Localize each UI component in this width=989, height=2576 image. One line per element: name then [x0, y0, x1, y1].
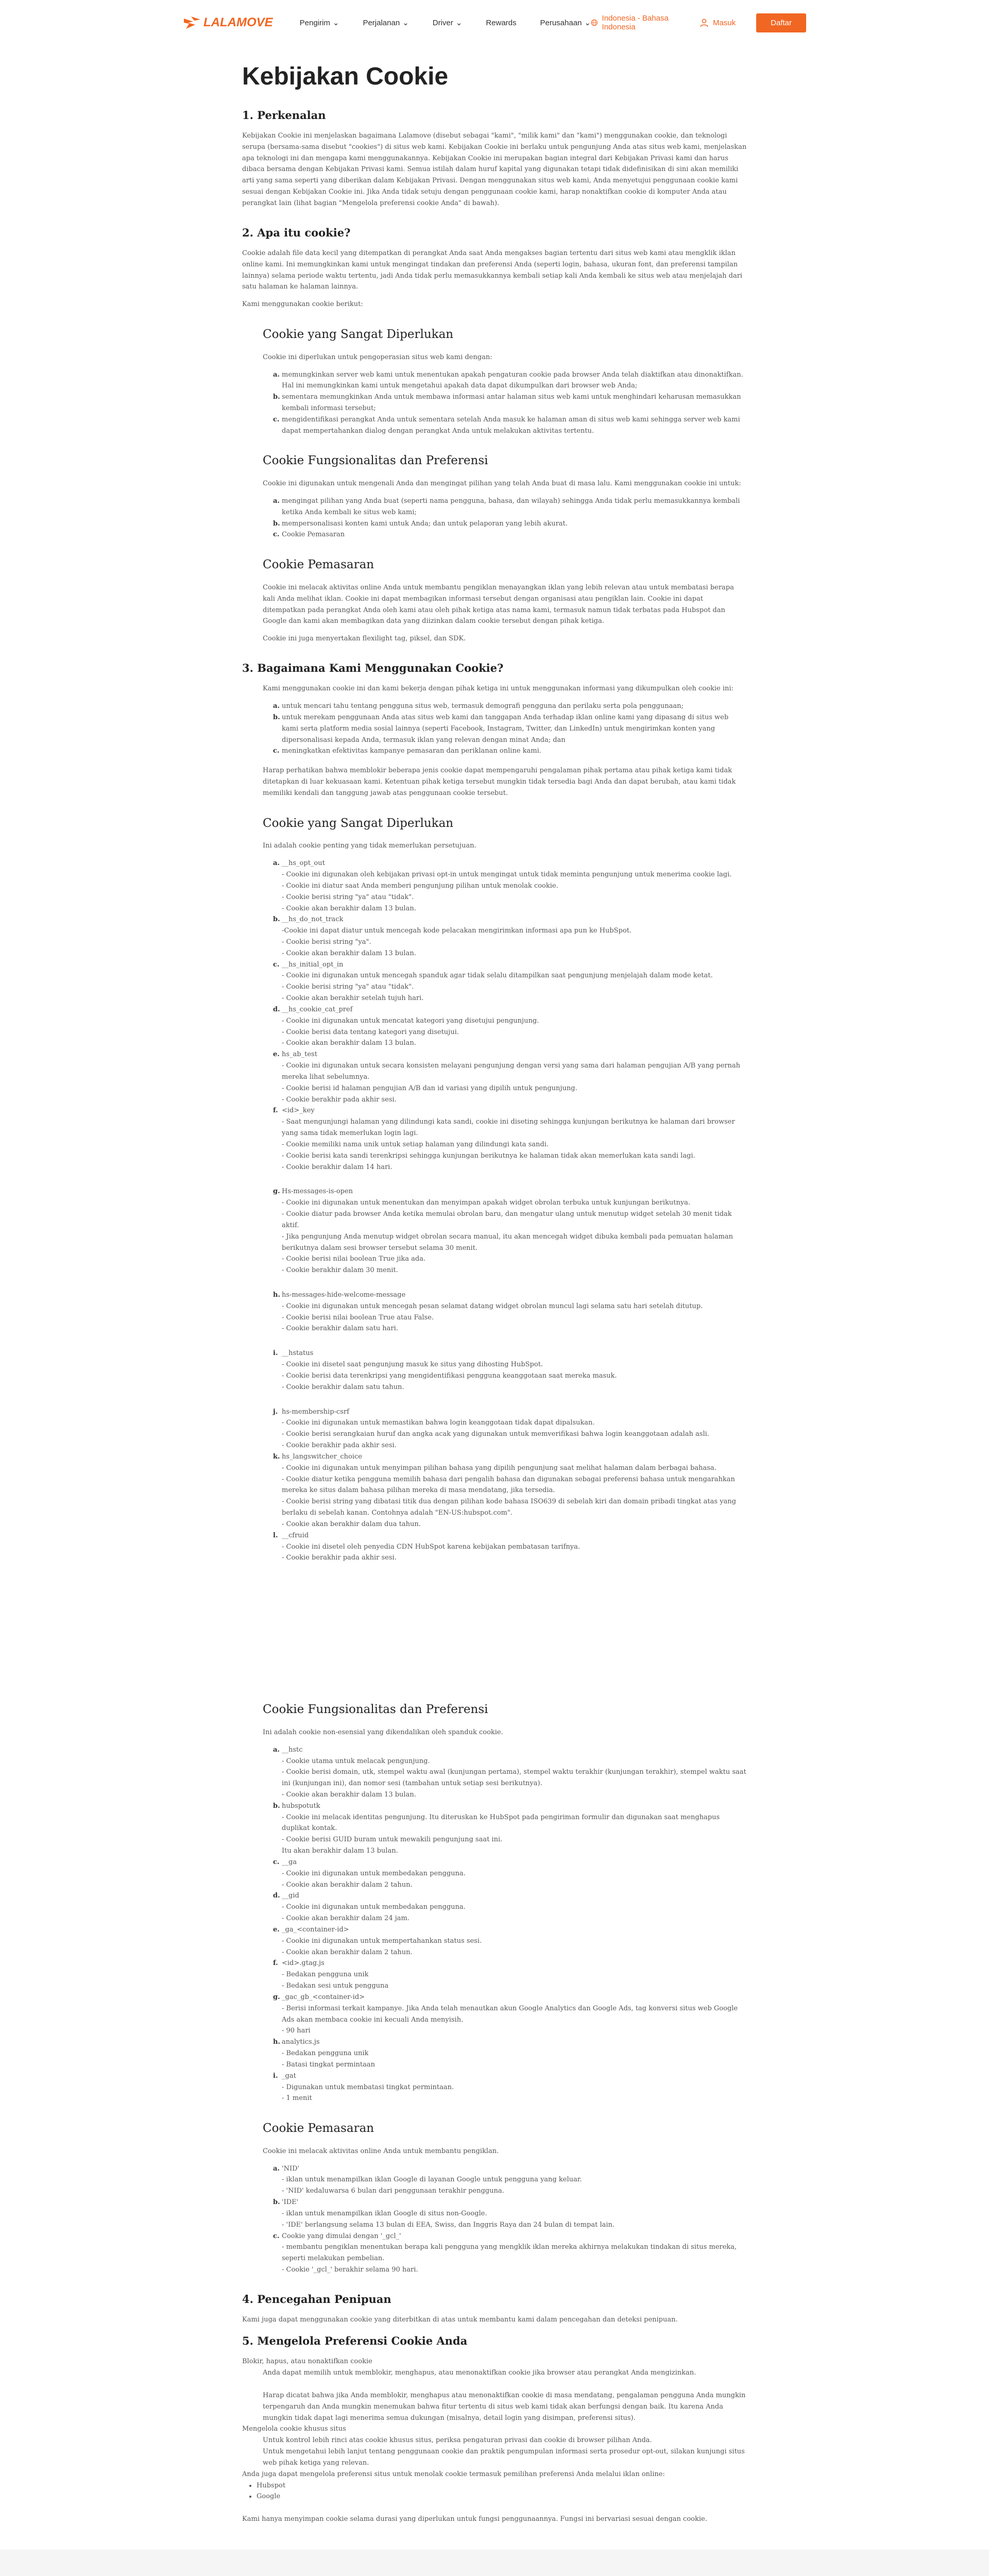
list-item: [275, 1744, 747, 1801]
list-item: [275, 1105, 747, 1173]
cookie-detail: - Cookie ini digunakan untuk membedakan pengguna.: [282, 1869, 466, 1877]
list-item: • Google: [257, 2491, 747, 2502]
cookie-detail: - Cookie ini digunakan untuk memastikan bahwa login keanggotaan tidak dapat dipalsukan.: [282, 1419, 595, 1427]
cookie-detail: - Cookie akan berakhir dalam 13 bulan.: [282, 949, 416, 957]
paragraph: Harap perhatikan bahwa memblokir beberapa jenis cookie dapat mempengaruhi pengalaman pihak pertama atau pihak ketiga kami tidak ditetapkan di luar kekuasaan kami. Ketentuan pihak ketiga tersebut mungkin tidak tersedia bagi Anda dan dapat berubah, atau kami tidak memiliki kendali dan tanggung jawab atas penggunaan cookie tersebut.: [263, 767, 736, 797]
list-item: [275, 1857, 747, 1890]
cookie-detail: - Cookie berisi string "ya" atau "tidak".: [282, 893, 414, 901]
cookie-detail: - 90 hari: [282, 2027, 311, 2035]
top-navbar: [0, 0, 989, 45]
list-item: [275, 914, 747, 959]
cookie-detail: - Cookie berisi data terenkripsi yang mengidentifikasi pengguna keanggotaan saat mereka masuk.: [282, 1371, 617, 1380]
list-item: [275, 1406, 747, 1451]
language-label: Indonesia - Bahasa Indonesia: [602, 14, 669, 31]
subsection: [242, 683, 747, 2276]
list-item: [275, 1348, 747, 1393]
subsection-heading: Cookie Fungsionalitas dan Preferensi: [263, 454, 488, 468]
list-item: [275, 745, 747, 757]
language-switcher[interactable]: [591, 14, 679, 31]
list-marker: e.: [273, 1050, 280, 1059]
list-marker: b.: [273, 393, 280, 401]
cookie-detail: - Cookie '_gcl_' berakhir selama 90 hari.: [282, 2266, 418, 2274]
cookie-detail: - Cookie diatur ketika pengguna memilih bahasa dari pengalih bahasa dan digunakan sebagai preferensi bahasa untuk mengarahkan mereka ke situs dalam bahasa pilihan mereka di masa mendatang, jika tersedia.: [282, 1475, 735, 1495]
cookie-detail: - Cookie ini disetel saat pengunjung masuk ke situs yang dihosting HubSpot.: [282, 1361, 543, 1369]
paragraph: Kami juga dapat menggunakan cookie yang diterbitkan di atas untuk membantu kami dalam pencegahan dan deteksi penipuan.: [242, 2316, 678, 2324]
list-marker: g.: [273, 1993, 280, 2001]
list-item: [275, 1801, 747, 1857]
cookie-detail: - Cookie utama untuk melacak pengunjung.: [282, 1757, 430, 1765]
paragraph: Kami menggunakan cookie berikut:: [242, 300, 363, 309]
cookie-list: [275, 701, 747, 757]
footer: [0, 2550, 989, 2576]
list-marker: c.: [273, 747, 280, 755]
list-item: [275, 1992, 747, 2037]
list-item: [275, 1530, 747, 1564]
list-item: [275, 1924, 747, 1958]
list-item: [275, 1186, 747, 1276]
cookie-detail: - Cookie akan berakhir dalam dua tahun.: [282, 1520, 421, 1528]
paragraph: Harap dicatat bahwa jika Anda memblokir, menghapus atau menonaktifkan cookie di masa mendatang, pengalaman pengguna Anda mungkin terpengaruh dan Anda mungkin menemukan bahwa fitur tertentu di situs web kami tidak akan berfungsi dengan baik. Itu karena Anda mungkin tidak dapat lagi menerima semua dukungan (misalnya, detail login yang disimpan, preferensi situs).: [263, 2391, 746, 2422]
cookie-detail: - Bedakan pengguna unik: [282, 2049, 369, 2058]
list-marker: b.: [273, 713, 280, 721]
list-marker: d.: [273, 1892, 280, 1900]
nav-item-perusahaan[interactable]: [540, 18, 591, 27]
cookie-detail: - Cookie berisi GUID buram untuk mewakili pengunjung saat ini.: [282, 1836, 503, 1844]
list-marker: c.: [273, 2232, 280, 2240]
paragraph: Cookie ini melacak aktivitas online Anda untuk membantu pengiklan.: [263, 2147, 499, 2155]
cookie-list: [275, 1744, 747, 2105]
list-item: [275, 712, 747, 745]
cookie-list: [275, 369, 747, 437]
paragraph: Blokir, hapus, atau nonaktifkan cookie: [242, 2358, 372, 2366]
list-marker: i.: [273, 1349, 278, 1358]
cookie-detail: - Cookie ini digunakan untuk mencegah spanduk agar tidak selalu ditampilkan saat pengunjung menjelajah dalam mode ketat.: [282, 972, 713, 980]
paragraph: Kami hanya menyimpan cookie selama durasi yang diperlukan untuk fungsi penggunaannya. Fungsi ini bervariasi sesuai dengan cookie.: [242, 2515, 707, 2523]
list-marker: a.: [273, 1745, 280, 1754]
cookie-detail: - Cookie berakhir pada akhir sesi.: [282, 1442, 397, 1450]
cookie-detail: - 1 menit: [282, 2094, 312, 2103]
cookie-detail: - Cookie berisi domain, utk, stempel waktu awal (kunjungan pertama), stempel waktu terakhir (kunjungan terakhir), stempel waktu saat ini (kunjungan ini), dan nomor sesi (tambahan untuk setiap sesi berikutnya).: [282, 1768, 746, 1788]
list-item: [275, 701, 747, 712]
list-marker: c.: [273, 415, 280, 423]
cookie-detail: Itu akan berakhir dalam 13 bulan.: [282, 1847, 398, 1855]
list-item: [275, 1049, 747, 1105]
cookie-detail: - Cookie diatur pada browser Anda ketika memulai obrolan baru, dan mengatur ulang untuk menutup widget setelah 30 menit tidak aktif.: [282, 1210, 732, 1229]
list-item: [275, 1451, 747, 1530]
list-marker: a.: [273, 2164, 280, 2173]
signup-button[interactable]: Daftar: [756, 13, 806, 32]
cookie-detail: - Cookie akan berakhir dalam 13 bulan.: [282, 1039, 416, 1047]
paragraph: Cookie ini digunakan untuk mengenali Anda dan mengingat pilihan yang telah Anda buat di masa lalu. Kami menggunakan cookie ini untuk:: [263, 480, 741, 488]
cookie-name: Cookie yang dimulai dengan '_gcl_': [282, 2232, 401, 2240]
list-item: [275, 518, 747, 530]
cookie-detail: - Bedakan pengguna unik: [282, 1971, 369, 1979]
paragraph: Untuk kontrol lebih rinci atas cookie khusus situs, periksa pengaturan privasi dan cookie di browser pilihan Anda.: [263, 2436, 652, 2445]
paragraph: Cookie ini juga menyertakan flexilight tag, piksel, dan SDK.: [263, 635, 466, 643]
list-item-text: Cookie Pemasaran: [282, 531, 345, 539]
nav-item-rewards[interactable]: [486, 18, 516, 27]
cookie-detail: - Cookie ini digunakan untuk menentukan dan menyimpan apakah widget obrolan terbuka untuk kunjungan berikutnya.: [282, 1199, 691, 1207]
subsection-heading: Cookie Fungsionalitas dan Preferensi: [263, 1703, 488, 1717]
cookie-detail: - Cookie berakhir dalam 30 menit.: [282, 1266, 398, 1275]
list-item: [275, 858, 747, 914]
cookie-detail: - Cookie ini digunakan untuk mencatat kategori yang disetujui pengunjung.: [282, 1016, 539, 1025]
paragraph: Kebijakan Cookie ini menjelaskan bagaimana Lalamove (disebut sebagai "kami", "milik kami" dan "kami") menggunakan cookie, dan teknologi serupa (bersama-sama disebut "cookies") di situs web kami. Kebijakan Cookie ini berlaku untuk pengunjung Anda atas situs web kami, menjelaskan apa teknologi ini dan mengapa kami menggunakannya. Kebijakan Cookie ini merupakan bagian integral dari Kebijakan Privasi kami dan harus dibaca bersama dengan Kebijakan Privasi kami. Semua istilah dalam huruf kapital yang digunakan tetapi tidak didefinisikan di sini akan memiliki arti yang sama seperti yang diberikan dalam Kebijakan Privasi. Dengan menggunakan situs web kami, Anda menyetujui penggunaan cookie kami sesuai dengan Kebijakan Cookie ini. Jika Anda tidak setuju dengan penggunaan cookie kami, harap nonaktifkan cookie di komputer Anda atau perangkat lain (lihat bagian "Mengelola preferensi cookie Anda" di bawah).: [242, 131, 747, 207]
list-item: [275, 2037, 747, 2070]
chevron-down-icon: ⌄: [455, 19, 463, 27]
cookie-detail: - Cookie berisi string yang dibatasi titik dua dengan pilihan kode bahasa ISO639 di sebelah kiri dan domain pribadi tingkat atas yang berlaku di sebelah kanan. Contohnya adalah "EN-US:hubspot.com".: [282, 1498, 736, 1517]
cookie-detail: - Cookie akan berakhir dalam 13 bulan.: [282, 1790, 416, 1799]
cookie-detail: - Cookie berisi nilai boolean True jika ada.: [282, 1255, 426, 1263]
cookie-detail: - Cookie berisi string "ya".: [282, 938, 371, 946]
cookie-name: hs_langswitcher_choice: [282, 1452, 362, 1461]
list-item-text: untuk mencari tahu tentang pengguna situs web, termasuk demografi pengguna dan perilaku serta pola penggunaan;: [282, 702, 684, 710]
cookie-name: <id>_key: [282, 1107, 315, 1115]
cookie-name: 'NID': [282, 2164, 300, 2173]
cookie-name: _gat: [282, 2072, 296, 2080]
chevron-down-icon: ⌄: [584, 19, 591, 27]
subsection-heading: Cookie Pemasaran: [263, 558, 374, 572]
cookie-detail: - Cookie berakhir pada akhir sesi.: [282, 1095, 397, 1104]
cookie-name: hs-membership-csrf: [282, 1408, 349, 1416]
cookie-policy-content: [242, 62, 747, 2525]
cookie-list: [275, 2163, 747, 2276]
list-marker: k.: [273, 1452, 280, 1461]
list-marker: a.: [273, 702, 280, 710]
cookie-name: hs-messages-hide-welcome-message: [282, 1291, 406, 1299]
cookie-detail: - Cookie berakhir dalam satu hari.: [282, 1325, 398, 1333]
list-marker: e.: [273, 1925, 280, 1934]
cookie-name: <id>.gtag.js: [282, 1959, 325, 1968]
cookie-name: __ga: [282, 1858, 297, 1866]
cookie-name: __hs_initial_opt_in: [282, 960, 344, 969]
cookie-name: __hs_opt_out: [282, 859, 325, 868]
list-marker: b.: [273, 2198, 280, 2207]
list-item: [275, 392, 747, 414]
cookie-name: _gac_gb_<container-id>: [282, 1993, 365, 2001]
list-item-text: untuk merekam penggunaan Anda atas situs web kami dan tanggapan Anda terhadap iklan online kami yang dipasang di situs web kami serta platform media sosial lainnya (seperti Facebook, Instagram, Twitter, dan LinkedIn) untuk mengirimkan konten yang dipersonalisasi kepada Anda, termasuk iklan yang relevan dengan minat Anda; dan: [282, 713, 729, 744]
list-marker: b.: [273, 519, 280, 528]
paragraph: Cookie ini diperlukan untuk pengoperasian situs web kami dengan:: [263, 353, 492, 361]
nav-item-pengirim[interactable]: [300, 18, 339, 27]
cookie-detail: - Cookie berakhir dalam satu tahun.: [282, 1383, 404, 1391]
cookie-detail: - Cookie ini digunakan oleh kebijakan privasi opt-in untuk mengingat untuk tidak meminta pengunjung untuk menerima cookie lagi.: [282, 871, 732, 879]
list-item: [275, 2197, 747, 2230]
cookie-detail: - Berisi informasi terkait kampanye. Jika Anda telah menautkan akun Google Analytics dan Google Ads, tag konversi situs web Google Ads akan membaca cookie ini kecuali Anda menyisih.: [282, 2004, 738, 2024]
cookie-detail: - Cookie memiliki nama unik untuk setiap halaman yang dilindungi kata sandi.: [282, 1140, 549, 1148]
paragraph: Mengelola cookie khusus situs: [242, 2425, 346, 2433]
cookie-name: hubspotutk: [282, 1802, 320, 1810]
nav-item-perjalanan[interactable]: [363, 18, 408, 27]
section-heading: 4. Pencegahan Penipuan: [242, 2292, 391, 2306]
list-item: [275, 496, 747, 518]
subsection: [242, 325, 747, 645]
cookie-detail: - Cookie ini melacak identitas pengunjung. Itu diteruskan ke HubSpot pada pengiriman formulir dan digunakan saat menghapus duplikat kontak.: [282, 1813, 720, 1833]
main-menu: [300, 18, 591, 27]
cookie-name: Hs-messages-is-open: [282, 1188, 353, 1196]
list-item: [275, 2071, 747, 2104]
subsection-heading: Cookie Pemasaran: [263, 2122, 374, 2136]
cookie-name: 'IDE': [282, 2198, 299, 2207]
cookie-name: __gid: [282, 1892, 299, 1900]
list-marker: h.: [273, 1291, 280, 1299]
list-marker: c.: [273, 960, 280, 969]
list-marker: a.: [273, 497, 280, 505]
section-heading: 5. Mengelola Preferensi Cookie Anda: [242, 2334, 468, 2347]
cookie-name: __hstatus: [282, 1349, 314, 1358]
cookie-detail: - Jika pengunjung Anda menutup widget obrolan secara manual, itu akan mencegah widget dibuka kembali pada pemuatan halaman berikutnya dalam sesi browser tersebut selama 30 menit.: [282, 1232, 733, 1252]
cookie-name: __hstc: [282, 1745, 303, 1754]
paragraph: Cookie adalah file data kecil yang ditempatkan di perangkat Anda saat Anda mengakses bagian tertentu dari situs web kami atau mengklik iklan online kami. Ini memungkinkan kami untuk mengingat tindakan dan preferensi Anda (seperti login, bahasa, ukuran font, dan preferensi tampilan lainnya) selama periode waktu tertentu, jadi Anda tidak perlu memasukkannya kembali setiap kali Anda kembali ke situs web atau menjelajah dari satu halaman ke halaman lainnya.: [242, 249, 743, 291]
list-marker: a.: [273, 370, 280, 379]
cookie-detail: - Cookie ini digunakan untuk mencegah pesan selamat datang widget obrolan muncul lagi selama satu hari setelah ditutup.: [282, 1302, 703, 1310]
paragraph: Ini adalah cookie penting yang tidak memerlukan persetujuan.: [263, 842, 476, 850]
list-item-text: sementara memungkinkan Anda untuk membawa informasi antar halaman situs web kami untuk menghindari keharusan memasukkan kembali informasi tersebut;: [282, 393, 741, 412]
cookie-detail: - Cookie berisi id halaman pengujian A/B dan id variasi yang dipilih untuk pengunjung.: [282, 1084, 577, 1092]
list-marker: f.: [273, 1959, 278, 1968]
cookie-list: [275, 496, 747, 540]
cookie-detail: - 'NID' kedaluwarsa 6 bulan dari penggunaan terakhir pengguna.: [282, 2187, 504, 2195]
list-item: [275, 1958, 747, 1991]
cookie-detail: - Cookie akan berakhir dalam 13 bulan.: [282, 904, 416, 912]
nav-label: Driver: [432, 18, 453, 27]
list-item-text: mengidentifikasi perangkat Anda untuk sementara setelah Anda masuk ke halaman aman di situs web kami sehingga server web kami dapat mempertahankan dialog dengan perangkat Anda untuk melakukan aktivitas tertentu.: [282, 415, 740, 435]
cookie-detail: - Digunakan untuk membatasi tingkat permintaan.: [282, 2083, 454, 2091]
paragraph: Anda dapat memilih untuk memblokir, menghapus, atau menonaktifkan cookie jika browser atau perangkat Anda mengizinkan.: [263, 2369, 696, 2377]
paragraph: Ini adalah cookie non-esensial yang dikendalikan oleh spanduk cookie.: [263, 1728, 503, 1736]
cookie-detail: - Cookie ini digunakan untuk membedakan pengguna.: [282, 1903, 466, 1911]
paragraph: Kami menggunakan cookie ini dan kami bekerja dengan pihak ketiga ini untuk menggunakan informasi yang dikumpulkan oleh cookie ini:: [263, 685, 734, 693]
cookie-name: _ga_<container-id>: [282, 1925, 349, 1934]
cookie-detail: - Cookie berisi serangkaian huruf dan angka acak yang digunakan untuk memverifikasi bahwa login keanggotaan adalah asli.: [282, 1430, 709, 1438]
paragraph: Anda juga dapat mengelola preferensi situs untuk menolak cookie termasuk pemilihan preferensi Anda melalui iklan online:: [242, 2470, 665, 2478]
list-marker: j.: [273, 1408, 278, 1416]
page-title: Kebijakan Cookie: [242, 63, 449, 90]
cookie-detail: - iklan untuk menampilkan iklan Google di layanan Google untuk pengguna yang keluar.: [282, 2176, 582, 2184]
list-marker: d.: [273, 1005, 280, 1013]
section-heading: 2. Apa itu cookie?: [242, 226, 351, 239]
list-marker: i.: [273, 2072, 278, 2080]
user-icon: [700, 18, 709, 27]
list-item: • Hubspot: [257, 2480, 747, 2492]
paragraph: Untuk mengetahui lebih lanjut tentang penggunaan cookie dan praktik pengumpulan informasi serta prosedur opt-out, silakan kunjungi situs web pihak ketiga yang relevan.: [263, 2448, 745, 2467]
login-link[interactable]: [700, 18, 736, 27]
list-item: [275, 1004, 747, 1049]
cookie-detail: - Cookie berakhir pada akhir sesi.: [282, 1554, 397, 1562]
list-marker: b.: [273, 916, 280, 924]
lalamove-logo[interactable]: [183, 15, 273, 30]
bullet-list: [257, 2480, 747, 2503]
cookie-detail: - Cookie akan berakhir dalam 2 tahun.: [282, 1880, 413, 1889]
list-marker: c.: [273, 1858, 280, 1866]
cookie-detail: - iklan untuk menampilkan iklan Google di situs non-Google.: [282, 2209, 487, 2217]
cookie-detail: - Cookie berisi data tentang kategori yang disetujui.: [282, 1028, 459, 1036]
cookie-detail: - Saat mengunjungi halaman yang dilindungi kata sandi, cookie ini diseting sehingga kunjungan berikutnya ke halaman dari browser yang sama tidak memerlukan login lagi.: [282, 1118, 735, 1138]
list-item: [275, 959, 747, 1004]
cookie-list: [275, 858, 747, 1564]
list-item: [275, 529, 747, 540]
cookie-detail: - Cookie akan berakhir dalam 24 jam.: [282, 1914, 410, 1923]
nav-actions: [591, 13, 806, 32]
login-label: Masuk: [712, 18, 736, 27]
cookie-name: __hs_cookie_cat_pref: [282, 1005, 353, 1013]
cookie-detail: - Cookie berisi string "ya" atau "tidak".: [282, 983, 414, 991]
cookie-detail: - Cookie ini digunakan untuk menyimpan pilihan bahasa yang dipilih pengunjung saat melihat halaman dalam berbagai bahasa.: [282, 1464, 717, 1472]
cookie-detail: - Cookie akan berakhir setelah tujuh hari.: [282, 994, 424, 1003]
section-heading: 1. Perkenalan: [242, 108, 326, 122]
subsection-heading: Cookie yang Sangat Diperlukan: [263, 816, 454, 830]
nav-item-driver[interactable]: [433, 18, 463, 27]
chevron-down-icon: ⌄: [402, 19, 409, 27]
cookie-detail: - Cookie akan berakhir dalam 2 tahun.: [282, 1948, 413, 1956]
cookie-name: hs_ab_test: [282, 1050, 317, 1059]
list-item-text: memungkinkan server web kami untuk menentukan apakah pengaturan cookie pada browser Anda telah diaktifkan atau dinonaktifkan. Hal ini memungkinkan kami untuk mengetahui apakah data dapat dikumpulkan dari browser web Anda;: [282, 370, 743, 390]
cookie-detail: - membantu pengiklan menentukan berapa kali pengguna yang mengklik iklan mereka akhirnya melakukan tindakan di situs mereka, seperti melakukan pembelian.: [282, 2243, 737, 2263]
cookie-name: __cfruid: [282, 1531, 309, 1539]
cookie-detail: - Batasi tingkat permintaan: [282, 2060, 376, 2069]
list-item: [275, 2163, 747, 2197]
cookie-detail: - Cookie ini diatur saat Anda memberi pengunjung pilihan untuk menolak cookie.: [282, 882, 558, 890]
list-marker: c.: [273, 531, 280, 539]
cookie-detail: - Cookie ini digunakan untuk secara konsisten melayani pengunjung dengan versi yang sama dari halaman pengujian A/B yang pernah mereka lihat sebelumnya.: [282, 1062, 740, 1081]
cookie-name: analytics.js: [282, 2038, 320, 2046]
subsection-heading: Cookie yang Sangat Diperlukan: [263, 328, 454, 342]
list-marker: b.: [273, 1802, 280, 1810]
cookie-detail: - Bedakan sesi untuk pengguna: [282, 1982, 389, 1990]
cookie-detail: - Cookie berisi kata sandi terenkripsi sehingga kunjungan berikutnya ke halaman tidak akan memerlukan kata sandi lagi.: [282, 1151, 695, 1160]
list-item: [275, 2231, 747, 2276]
cookie-detail: - Cookie berakhir dalam 14 hari.: [282, 1163, 393, 1171]
cookie-name: __hs_do_not_track: [282, 916, 344, 924]
cookie-detail: - 'IDE' berlangsung selama 13 bulan di EEA, Swiss, dan Inggris Raya dan 24 bulan di tempat lain.: [282, 2221, 615, 2229]
paragraph: Cookie ini melacak aktivitas online Anda untuk membantu pengiklan menayangkan iklan yang lebih relevan atau untuk membatasi berapa kali Anda melihat iklan. Cookie ini dapat membagikan informasi tersebut dengan organisasi atau pengiklan lain. Cookie ini dapat ditempatkan pada perangkat Anda oleh kami atau oleh pihak ketiga atas nama kami, termasuk namun tidak terbatas pada Hubspot dan Google dan kami akan membagikan data yang diizinkan dalam cookie tersebut dengan pihak ketiga.: [263, 583, 734, 625]
list-marker: a.: [273, 859, 280, 868]
list-marker: l.: [273, 1531, 278, 1539]
cookie-detail: -Cookie ini dapat diatur untuk mencegah kode pelacakan mengirimkan informasi apa pun ke HubSpot.: [282, 927, 632, 935]
nav-label: Perjalanan: [363, 18, 400, 27]
chevron-down-icon: ⌄: [332, 19, 339, 27]
list-item: [275, 414, 747, 437]
nav-label: Perusahaan: [540, 18, 582, 27]
list-item: [275, 369, 747, 392]
list-marker: f.: [273, 1107, 278, 1115]
cookie-detail: - Cookie ini digunakan untuk mempertahankan status sesi.: [282, 1937, 482, 1945]
globe-icon: [591, 18, 598, 27]
spacer: [263, 1572, 747, 1685]
cookie-detail: - Cookie berisi nilai boolean True atau False.: [282, 1313, 434, 1321]
list-item-text: mengingat pilihan yang Anda buat (seperti nama pengguna, bahasa, dan wilayah) sehingga Anda tidak perlu memasukkannya kembali ketika Anda kembali ke situs web kami;: [282, 497, 740, 516]
list-item: [275, 1290, 747, 1334]
cookie-detail: - Cookie ini disetel oleh penyedia CDN HubSpot karena kebijakan pembatasan tarifnya.: [282, 1543, 580, 1551]
list-item-text: mempersonalisasi konten kami untuk Anda; dan untuk pelaporan yang lebih akurat.: [282, 519, 568, 528]
logo-wordmark: LALAMOVE: [203, 15, 273, 29]
list-marker: g.: [273, 1188, 280, 1196]
logo-mark-icon: [183, 15, 201, 30]
nav-label: Rewards: [486, 18, 517, 27]
list-item: [275, 1890, 747, 1924]
list-item-text: meningkatkan efektivitas kampanye pemasaran dan periklanan online kami.: [282, 747, 541, 755]
list-marker: h.: [273, 2038, 280, 2046]
nav-label: Pengirim: [299, 18, 330, 27]
section-heading: 3. Bagaimana Kami Menggunakan Cookie?: [242, 662, 504, 675]
